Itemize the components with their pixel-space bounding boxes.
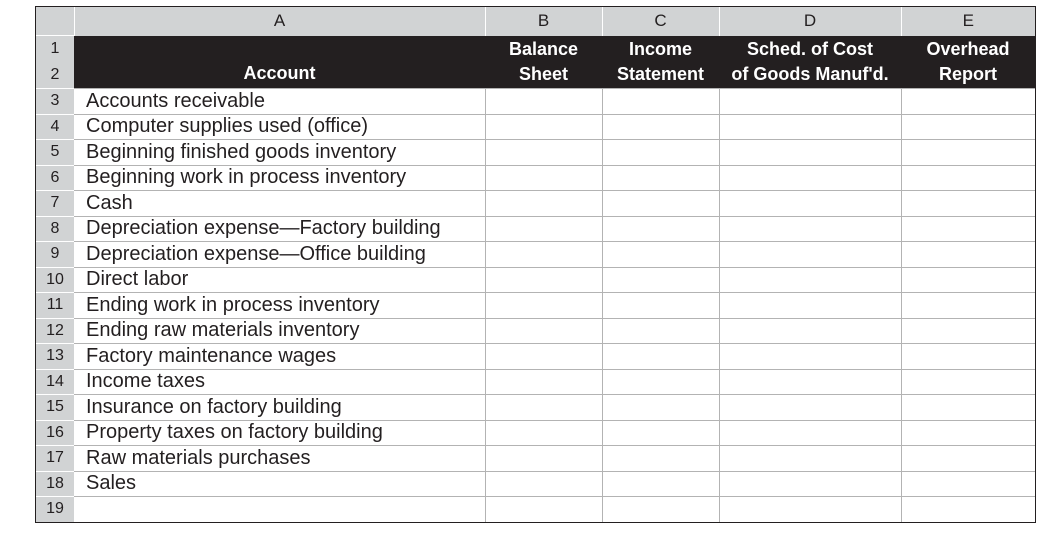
cogm-cell[interactable] [719,318,901,344]
income-statement-cell[interactable] [602,420,719,446]
cogm-cell[interactable] [719,293,901,319]
cogm-cell[interactable] [719,420,901,446]
table-row [36,293,1035,319]
cogm-cell[interactable] [719,140,901,166]
income-statement-cell[interactable] [602,446,719,472]
account-cell[interactable]: Beginning work in process inventory [74,165,485,191]
income-statement-cell[interactable] [602,140,719,166]
cogm-cell[interactable] [719,165,901,191]
account-cell[interactable]: Accounts receivable [74,89,485,115]
table-row [36,191,1035,217]
account-cell[interactable]: Ending raw materials inventory [74,318,485,344]
row-number[interactable]: 15 [36,395,74,421]
cogm-cell[interactable] [719,216,901,242]
table-row [36,318,1035,344]
column-header-a[interactable]: A [74,7,485,36]
overhead-report-header-line1: Overhead [926,38,1010,59]
table-row [36,344,1035,370]
account-cell[interactable]: Property taxes on factory building [74,420,485,446]
cogm-cell[interactable] [719,191,901,217]
income-statement-cell[interactable] [602,471,719,497]
income-statement-cell[interactable] [602,89,719,115]
balance-sheet-cell[interactable] [485,318,602,344]
account-header-cell[interactable] [74,36,485,89]
balance-sheet-cell[interactable] [485,497,602,522]
table-row [36,420,1035,446]
overhead-report-cell[interactable] [901,318,1035,344]
column-header-c[interactable]: C [602,7,719,36]
overhead-report-cell[interactable] [901,471,1035,497]
account-cell[interactable]: Depreciation expense—Factory building [74,216,485,242]
overhead-report-cell[interactable] [901,497,1035,522]
income-statement-cell[interactable] [602,267,719,293]
account-cell[interactable]: Direct labor [74,267,485,293]
overhead-report-cell[interactable] [901,89,1035,115]
row-number[interactable]: 5 [36,140,74,166]
account-cell[interactable]: Cash [74,191,485,217]
cogm-cell[interactable] [719,267,901,293]
account-cell[interactable]: Insurance on factory building [74,395,485,421]
select-all-corner[interactable] [36,7,74,36]
row-number[interactable]: 10 [36,267,74,293]
row-number[interactable]: 6 [36,165,74,191]
overhead-report-cell[interactable] [901,420,1035,446]
cogm-cell[interactable] [719,344,901,370]
cogm-cell[interactable] [719,369,901,395]
table-row [36,446,1035,472]
row-number[interactable]: 19 [36,497,74,522]
account-cell[interactable]: Beginning finished goods inventory [74,140,485,166]
account-cell[interactable]: Raw materials purchases [74,446,485,472]
account-rows [36,89,1035,522]
income-statement-cell[interactable] [602,114,719,140]
balance-sheet-cell[interactable] [485,369,602,395]
overhead-report-cell[interactable] [901,165,1035,191]
column-header-e[interactable]: E [901,7,1035,36]
income-statement-header-cell[interactable] [602,36,719,89]
overhead-report-cell[interactable] [901,446,1035,472]
balance-sheet-cell[interactable] [485,89,602,115]
table-row [36,114,1035,140]
balance-sheet-cell[interactable] [485,242,602,268]
balance-sheet-cell[interactable] [485,114,602,140]
row-number[interactable]: 9 [36,242,74,268]
balance-sheet-cell[interactable] [485,293,602,319]
row-number[interactable]: 16 [36,420,74,446]
cogm-cell[interactable] [719,497,901,522]
account-cell[interactable]: Ending work in process inventory [74,293,485,319]
header-row-1 [36,36,1035,63]
income-statement-cell[interactable] [602,216,719,242]
table-row [36,369,1035,395]
income-statement-cell[interactable] [602,395,719,421]
balance-sheet-cell[interactable] [485,165,602,191]
row-number[interactable]: 18 [36,471,74,497]
table-row [36,216,1035,242]
balance-sheet-cell[interactable] [485,395,602,421]
table-row [36,497,1035,522]
income-statement-cell[interactable] [602,293,719,319]
balance-sheet-header-line1: Balance [508,38,579,59]
row-number[interactable]: 4 [36,114,74,140]
income-statement-cell[interactable] [602,497,719,522]
income-statement-cell[interactable] [602,344,719,370]
cogm-header-line2: of Goods Manuf'd. [731,63,889,84]
row-number[interactable]: 3 [36,89,74,115]
income-statement-cell[interactable] [602,369,719,395]
account-cell[interactable]: Depreciation expense—Office building [74,242,485,268]
row-number[interactable]: 13 [36,344,74,370]
balance-sheet-cell[interactable] [485,216,602,242]
balance-sheet-cell[interactable] [485,446,602,472]
income-statement-header-line2: Statement [616,63,705,84]
balance-sheet-cell[interactable] [485,471,602,497]
income-statement-cell[interactable] [602,165,719,191]
account-cell[interactable]: Factory maintenance wages [74,344,485,370]
row-number[interactable]: 12 [36,318,74,344]
cogm-header-line1: Sched. of Cost [746,38,873,59]
spreadsheet-grid [36,7,1035,522]
account-cell[interactable] [74,497,485,522]
row-number[interactable]: 17 [36,446,74,472]
overhead-report-cell[interactable] [901,216,1035,242]
table-row [36,242,1035,268]
table-row [36,471,1035,497]
cogm-cell[interactable] [719,89,901,115]
table-row [36,89,1035,115]
balance-sheet-cell[interactable] [485,191,602,217]
overhead-report-cell[interactable] [901,191,1035,217]
overhead-report-header-cell[interactable] [901,36,1035,89]
account-cell[interactable]: Income taxes [74,369,485,395]
account-cell[interactable]: Computer supplies used (office) [74,114,485,140]
balance-sheet-cell[interactable] [485,267,602,293]
cogm-header-cell[interactable] [719,36,901,89]
account-cell[interactable]: Sales [74,471,485,497]
row-number[interactable]: 14 [36,369,74,395]
row-number[interactable]: 11 [36,293,74,319]
balance-sheet-cell[interactable] [485,140,602,166]
row-number[interactable]: 7 [36,191,74,217]
row-number[interactable]: 8 [36,216,74,242]
overhead-report-header-line2: Report [939,63,997,84]
overhead-report-cell[interactable] [901,369,1035,395]
cogm-cell[interactable] [719,446,901,472]
overhead-report-cell[interactable] [901,344,1035,370]
cogm-cell[interactable] [719,395,901,421]
overhead-report-cell[interactable] [901,242,1035,268]
overhead-report-cell[interactable] [901,267,1035,293]
income-statement-cell[interactable] [602,191,719,217]
income-statement-cell[interactable] [602,318,719,344]
account-header-label: Account [243,63,316,83]
overhead-report-cell[interactable] [901,395,1035,421]
row-number[interactable]: 2 [36,62,74,89]
balance-sheet-header-line2: Sheet [518,63,569,84]
overhead-report-cell[interactable] [901,293,1035,319]
row-number[interactable]: 1 [36,36,74,63]
table-row [36,165,1035,191]
column-header-b[interactable]: B [485,7,602,36]
income-statement-cell[interactable] [602,242,719,268]
column-header-d[interactable]: D [719,7,901,36]
income-statement-header-line1: Income [628,38,693,59]
balance-sheet-header-cell[interactable] [485,36,602,89]
table-row [36,140,1035,166]
column-header-row [36,7,1035,36]
balance-sheet-cell[interactable] [485,344,602,370]
spreadsheet [35,6,1036,523]
table-row [36,267,1035,293]
balance-sheet-cell[interactable] [485,420,602,446]
cogm-cell[interactable] [719,471,901,497]
overhead-report-cell[interactable] [901,114,1035,140]
table-row [36,395,1035,421]
cogm-cell[interactable] [719,114,901,140]
overhead-report-cell[interactable] [901,140,1035,166]
cogm-cell[interactable] [719,242,901,268]
